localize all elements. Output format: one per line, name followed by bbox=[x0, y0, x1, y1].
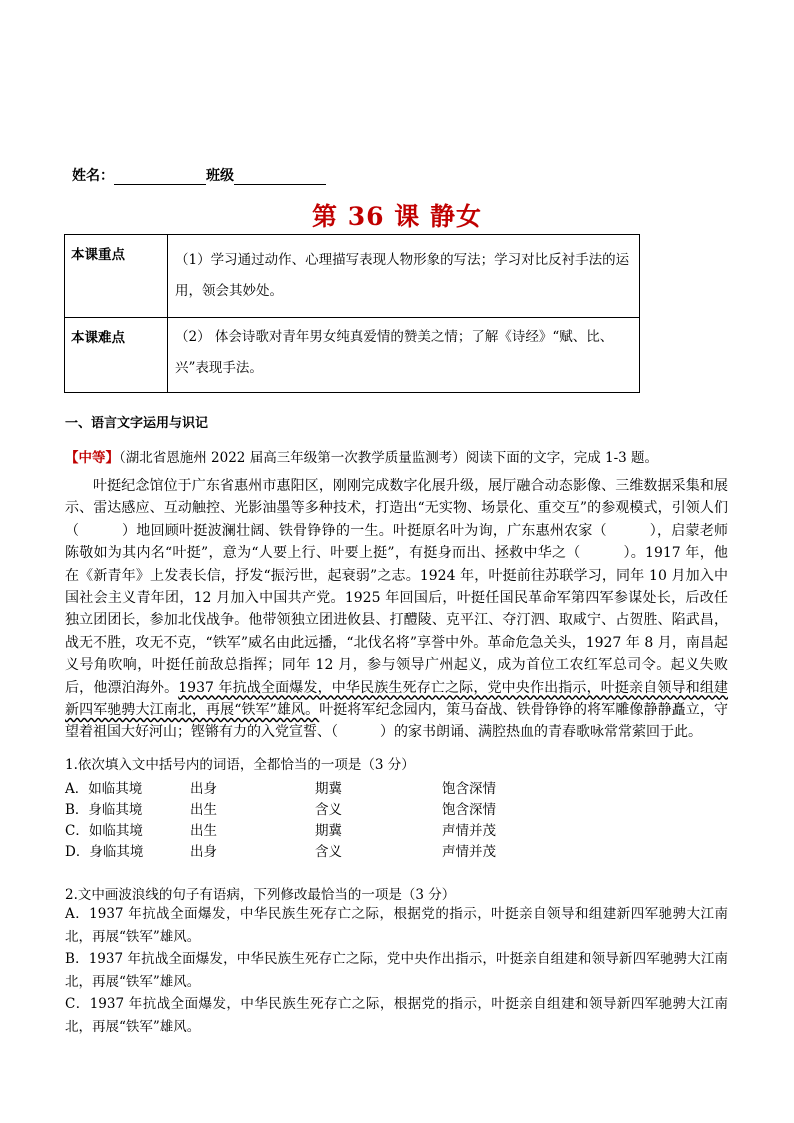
question-2-stem: 2.文中画波浪线的句子有语病，下列修改最恰当的一项是（3 分） bbox=[65, 887, 456, 903]
q2-option-a[interactable]: A．1937 年抗战全面爆发，中华民族生死存亡之际，根据党的指示，叶挺亲自领导和组建新四军驰骋大江南北，再展“铁军”雄风。 bbox=[65, 906, 728, 945]
question-1-stem: 1.依次填入文中括号内的词语，全都恰当的一项是（3 分） bbox=[65, 757, 415, 773]
wavy-underlined-sentence: 1937 年抗战全面爆发，中华民族生死存亡之际，党中央作出指示，叶挺亲自领导和组建新四军驰骋大江南北，再展“铁军”雄风。 bbox=[65, 679, 729, 719]
difficulties-row bbox=[65, 318, 640, 393]
difficulty-tag: 【中等】 bbox=[65, 450, 119, 466]
class-blank[interactable] bbox=[234, 170, 326, 185]
q2-option-c[interactable]: C．1937 年抗战全面爆发，中华民族生死存亡之际，根据党的指示，叶挺亲自组建和领导新四军驰骋大江南北，再展“铁军”雄风。 bbox=[65, 996, 728, 1035]
passage-part-2: 叶挺将军纪念园内，策马奋战、铁骨铮铮的将军雕像静静矗立，守望着祖国大好河山；铿锵有力的入党宣誓、（ ）的家书朗诵、满腔热血的青春歌咏常常萦回于此。 bbox=[65, 702, 728, 741]
section-heading: 一、语言文字运用与识记 bbox=[65, 416, 209, 431]
key-points-text: （1）学习通过动作、心理描写表现人物形象的写法；学习对比反衬手法的运用，领会其妙处。 bbox=[168, 235, 640, 318]
class-label: 班级 bbox=[206, 168, 234, 184]
lesson-goals-table bbox=[64, 234, 640, 393]
q2-options bbox=[65, 903, 728, 1038]
source-text: （湖北省恩施州 2022 届高三年级第一次教学质量监测考）阅读下面的文字，完成 1-3 题。 bbox=[119, 450, 659, 466]
key-points-label: 本课重点 bbox=[65, 235, 168, 318]
passage-part-1: 叶挺纪念馆位于广东省惠州市惠阳区，刚刚完成数字化展升级，展厅融合动态影像、三维数据采集和展示、雷达感应、互动触控、光影油墨等多种技术，打造出“无实物、场景化、重交互”的参观模式，引领人们（ ）地回顾叶挺波澜壮阔、铁骨铮铮的一生。叶挺原名叶为询，广东惠州农家（ ），启蒙老师陈敬如为其内名“叶挺”，意为“人要上行、叶要上挺”，有挺身而出、拯救中华之（ ）。1917 年，他在《新青年》上发表长信，抒发“振污世，起衰弱”之志。1924 年，叶挺前往苏联学习，同年 10 月加入中国社会主义青年团，12 月加入中国共产党。1925 年回国后，叶挺任国民革命军第四军参谋处长，后改任独立团团长，参加北伐战争。他带领独立团进攸县、打醴陵、克平江、夺汀泗、取咸宁、占贺胜、陷武昌，战无不胜，攻无不克，“铁军”威名由此远播，“北伐名将”享誉中外。革命危急关头，1927 年 8 月，南昌起义号角吹响，叶挺任前敌总指挥；同年 12 月，参与领导广州起义，成为首位工农红军总司令。起义失败后，他漂泊海外。 bbox=[65, 478, 728, 696]
name-label: 姓名： bbox=[72, 168, 114, 184]
q2-option-b[interactable]: B．1937 年抗战全面爆发，中华民族生死存亡之际，党中央作出指示，叶挺亲自组建和领导新四军驰骋大江南北，再展“铁军”雄风。 bbox=[65, 951, 728, 990]
difficulties-label: 本课难点 bbox=[65, 318, 168, 393]
lesson-title: 第 36 课 静女 bbox=[312, 202, 482, 231]
name-class-line bbox=[72, 165, 326, 185]
key-points-row bbox=[65, 235, 640, 318]
name-blank[interactable] bbox=[114, 170, 206, 185]
difficulties-text: （2） 体会诗歌对青年男女纯真爱情的赞美之情；了解《诗经》“赋、比、兴”表现手法。 bbox=[168, 318, 640, 393]
source-line bbox=[65, 446, 658, 466]
reading-passage bbox=[65, 475, 728, 744]
